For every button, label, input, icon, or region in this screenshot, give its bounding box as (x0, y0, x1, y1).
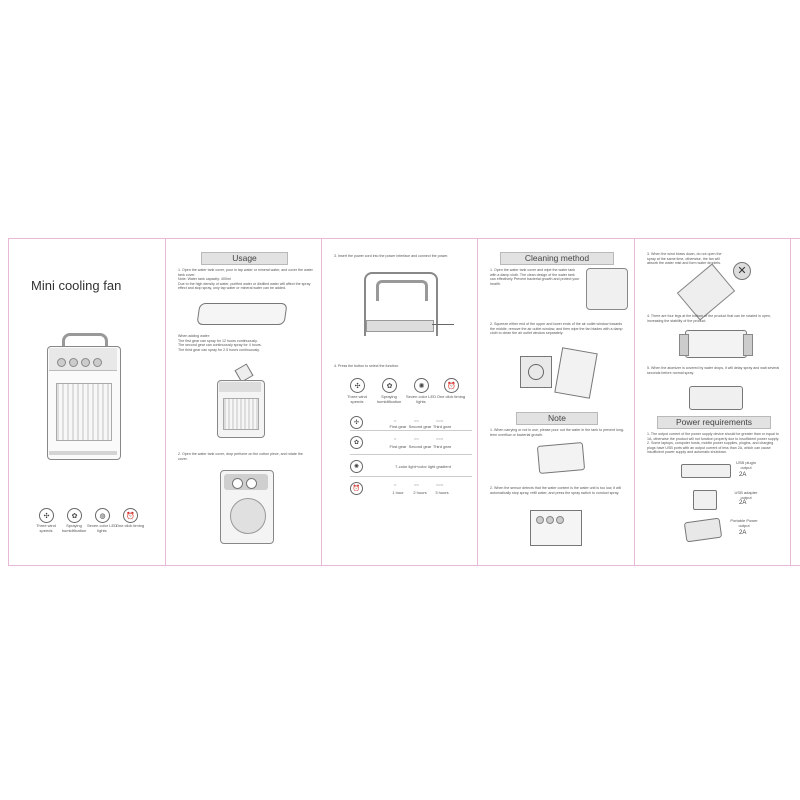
droplets-illustration (677, 263, 735, 320)
adding-water-text: When adding water: The first gear can spray for 12 hours continuously. The second gear can continuously spray for 4 hours. The third gear can spray for 2.5 hours continuously. (178, 334, 262, 352)
cleaning-step2: 2. Squeeze either end of the upper and lower ends of the air outlet window towards the middle, remove the air outlet window, and then wipe the fan blades with a damp cloth to clean the air outlet window separately. (490, 322, 623, 336)
palette-icon: ◍ (95, 508, 110, 523)
feature-label: Spraying humidification (61, 523, 87, 533)
usage-heading: Usage (201, 252, 288, 265)
function-label: Seven color LED lights (405, 394, 436, 404)
power-req-text: 1. The output current of the power supply device should be greater than or equal to 1A, otherwise the product will not function properly due to insufficient power supply. 2. Some laptops, computer hosts, mobile power supplies, plugins, and charging plugs have USB ports with an output current of less than 2A, which can cause insufficient power supply and automatic shutdown. (647, 432, 780, 455)
gear-label: Third gear (432, 424, 452, 429)
source-label: Portable Power output (730, 518, 758, 528)
note-heading: Note (516, 412, 598, 425)
power-bank-illustration (684, 518, 722, 543)
no-spray-icon: ✕ (733, 262, 751, 280)
source-value: 2A (739, 472, 747, 478)
alarm-clock-icon: ⏰ (350, 482, 363, 495)
note-2: 2. When the sensor detects that the water content is the water unit is too low, it will automatically stop spray, refill water, and press the spray switch to conduct spray. (490, 486, 622, 495)
usage-step2: 2. Open the water tank cover, drop perfume on the cotton piece, and rotate the cover. (178, 452, 303, 461)
bulb-icon: ✺ (350, 460, 363, 473)
usage-panel (166, 238, 321, 566)
tank-lid-illustration (196, 303, 287, 325)
instruction-leaflet (8, 238, 800, 566)
fan-icon: ✣ (350, 416, 363, 429)
gear-label: First gear (389, 444, 407, 449)
source-value: 2A (739, 500, 747, 506)
cleaning-step1: 1. Open the water tank cover and wipe the water tank with a damp cloth. The clean design of the water tank can effectively Prevent bacterial growth and protect your health. (490, 268, 580, 286)
outlet-window-illustration (520, 350, 600, 400)
fill-water-illustration (211, 366, 271, 438)
gear-label: Third gear (432, 444, 452, 449)
req-step5: 5. When the atomizer is covered by water drops, it will delay spray and wait several seconds before normal spray. (647, 366, 780, 375)
note-1: 1. When carrying or not in use, please pour out the water in the tank to prevent long-term overflow or bacterial growth. (490, 428, 625, 437)
gear-label: Second gear (408, 444, 432, 449)
pour-water-illustration (538, 444, 598, 474)
spray-icon[interactable]: ✿ (382, 378, 397, 393)
req-step3: 3. When the wind blows down, do not open the spray at the same time, otherwise, the fan will absorb the water mist and form water droplets. (647, 252, 722, 266)
fan-icon: ✣ (39, 508, 54, 523)
power-cord-illustration (356, 268, 456, 338)
legs-illustration (679, 328, 751, 360)
power-step3: 3. Insert the power cord into the power interface and connect the power. (334, 254, 449, 258)
light-row-label: 7-color light+color light gradient (395, 464, 451, 469)
cleaning-panel (478, 238, 634, 566)
function-label: Spraying humidification (376, 394, 402, 404)
fold-line (790, 238, 791, 566)
power-req-heading: Power requirements (657, 416, 771, 429)
tank-wipe-illustration (586, 268, 628, 310)
function-table: ✣ ○ ○○ ○○○ ✿ ○ ○○ ○○○ First gear Second gear Third gear ✺ 7-color light+color light gradient ⏰ ○ ○○ ○○○ 1 hour 2 hours 3 hours First gear Second gear Third gear (350, 416, 472, 526)
feature-label: Seven color LED lights (87, 523, 118, 533)
fan-illustration (47, 333, 127, 465)
gear-label: First gear (389, 424, 407, 429)
functions-panel (322, 238, 477, 566)
source-value: 2A (739, 530, 747, 536)
fan-icon[interactable]: ✣ (350, 378, 365, 393)
timer-label: 3 hours (435, 490, 449, 495)
usb-plugin-illustration (681, 464, 731, 478)
source-label: USB adapter output (734, 490, 758, 500)
feature-label: Three wind speeds (36, 523, 56, 533)
req-step4: 4. There are four legs at the bottom of the product that can be rotated in open, increasing the stability of the product. (647, 314, 771, 323)
product-title: Mini cooling fan (31, 278, 122, 293)
power-requirements-panel (635, 238, 790, 566)
spray-icon: ✿ (67, 508, 82, 523)
atomizer-illustration (689, 386, 743, 410)
function-label: One click timing (436, 394, 466, 399)
alarm-clock-icon[interactable]: ⏰ (444, 378, 459, 393)
timer-label: 2 hours (413, 490, 427, 495)
cover-panel (9, 238, 165, 566)
open-cover-illustration (218, 468, 276, 546)
bulb-icon[interactable]: ✺ (414, 378, 429, 393)
feature-label: One click timing (115, 523, 145, 528)
alarm-clock-icon: ⏰ (123, 508, 138, 523)
usb-adapter-illustration (693, 490, 717, 510)
power-step4: 4. Press the button to select the function. (334, 364, 400, 368)
spray-icon: ✿ (350, 436, 363, 449)
cleaning-heading: Cleaning method (500, 252, 614, 265)
function-label: Three wind speeds (347, 394, 367, 404)
spray-switch-illustration (530, 500, 586, 546)
timer-label: 1 hour (392, 490, 404, 495)
gear-label: Second gear (408, 424, 432, 429)
source-label: USB plugin output (735, 460, 756, 470)
usage-step1: 1. Open the water tank cover, pour in tap water or mineral water, and cover the water tank cover. Note: Water tank capacity: 400ml Due to the high density of water, purified water or distilled water will affect the spray effect and stop spray, only tap water or mineral water can be added. (178, 268, 313, 291)
